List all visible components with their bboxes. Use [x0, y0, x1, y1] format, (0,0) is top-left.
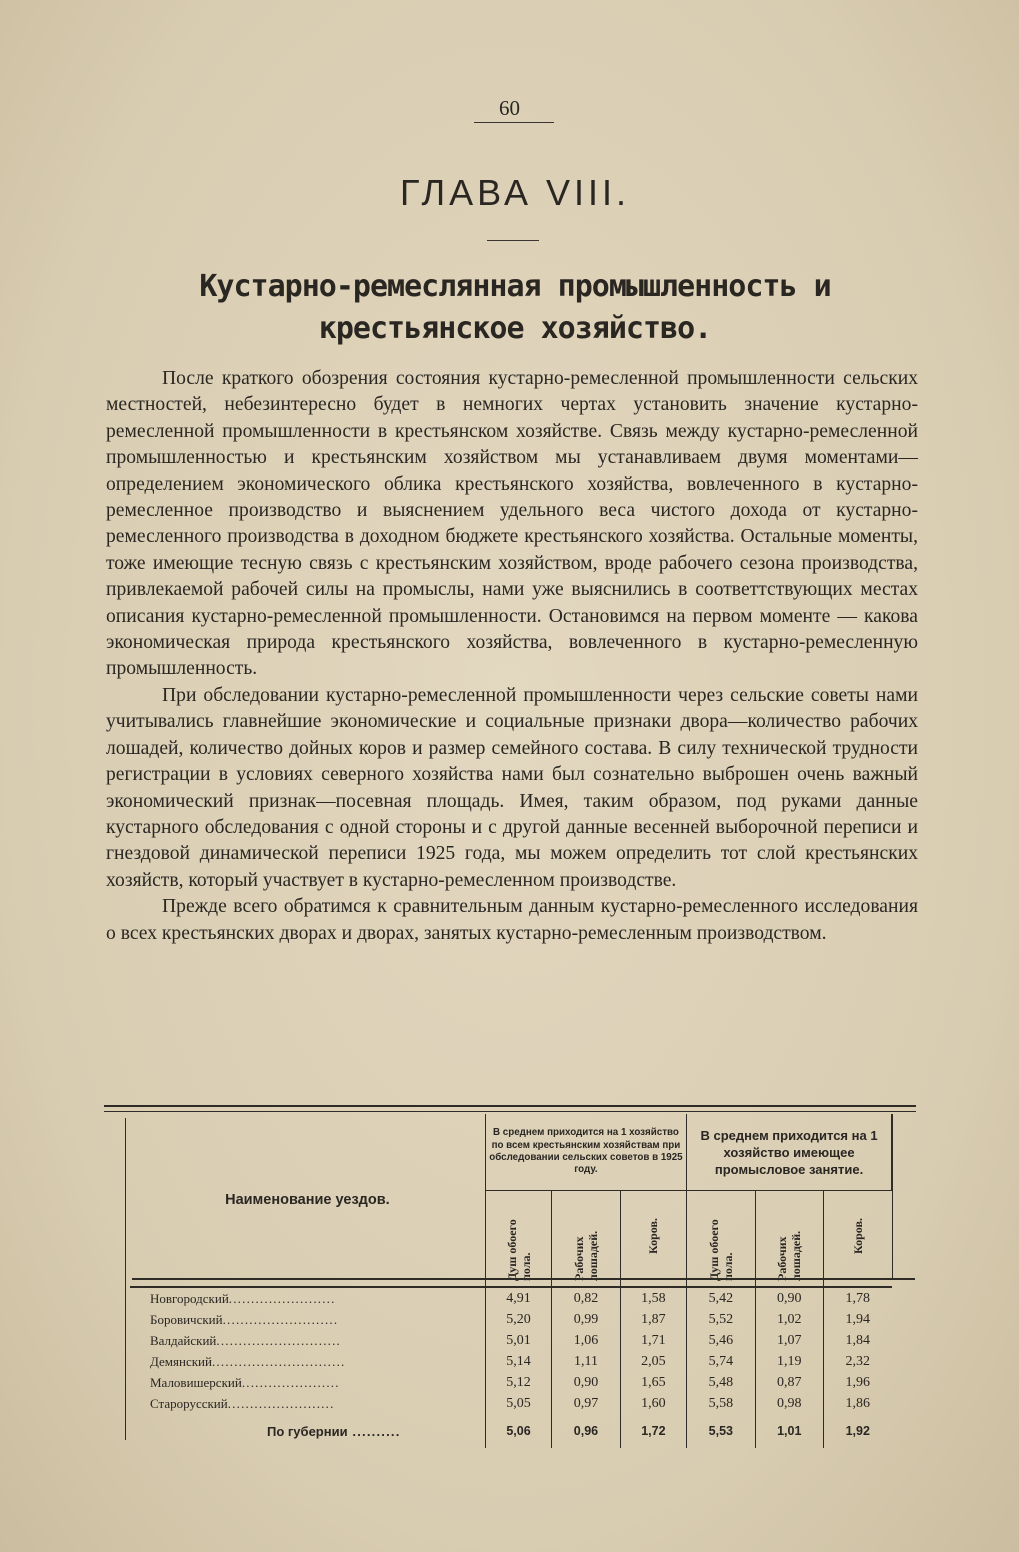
district-label: Маловишерский [150, 1374, 242, 1390]
cell-value: 1,78 [845, 1290, 870, 1306]
statistics-table [130, 1114, 892, 1448]
district-label: Новгородский [150, 1290, 229, 1306]
cell-value: 0,97 [552, 1393, 620, 1414]
cell-value: 5,14 [485, 1351, 551, 1372]
total-name: По губернии [267, 1423, 348, 1439]
cell-value: 4,91 [485, 1287, 551, 1309]
cell-value: 5,12 [485, 1372, 551, 1393]
page-number-rule [474, 122, 554, 123]
table-header-rule [132, 1278, 915, 1280]
cell-value: 2,05 [620, 1351, 686, 1372]
chapter-heading: ГЛАВА VIII. [400, 172, 630, 213]
cell-value: 1,60 [620, 1393, 686, 1414]
cell-value: 5,05 [485, 1393, 551, 1414]
subheader-persons: Душ обоего пола. [485, 1191, 551, 1288]
cell-value: 2,32 [845, 1353, 870, 1369]
table-top-rule-thin [104, 1111, 916, 1112]
subheader-cows: Коров. [620, 1191, 686, 1288]
district-label: Боровичский [150, 1311, 223, 1327]
cell-value: 5,58 [687, 1393, 755, 1414]
chapter-title: Кустарно-ремеслянная промышленность и крестьянское хозяйство. [199, 269, 831, 346]
cell-value: 0,98 [755, 1393, 823, 1414]
table-row [130, 1393, 892, 1414]
paragraph: При обследовании кустарно-ремесленной промышленности через сельские советы нами учитывались главнейшие экономические и социальные признаки двора—количество рабочих лошадей, количество дойных коров и размер семейного состава. В силу технической трудности регистрации в условиях северного хозяйства нами был сознательно выброшен очень важный экономический признак—посевная площадь. Имея, таким образом, под руками данные кустарного обследования с одной стороны и с другой данные весенней выборочной переписи и гнездовой динамической переписи 1925 года, мы можем определить тот слой крестьянских хозяйств, который участвует в кустарно-ремесленном производстве. [106, 684, 918, 891]
cell-value: 1,94 [845, 1311, 870, 1327]
cell-value: 1,02 [755, 1309, 823, 1330]
district-name: Демянский.............................. [130, 1351, 485, 1372]
group-header-all-households: В среднем приходится на 1 хозяйство по всем крестьянским хозяйствам при обследовании сельских советов в 1925 году. [485, 1114, 686, 1191]
table-row [130, 1330, 892, 1351]
table-right-rule [892, 1114, 893, 1280]
district-name: Боровичский.......................... [130, 1309, 485, 1330]
district-name: Маловишерский...................... [130, 1372, 485, 1393]
cell-value: 5,46 [687, 1330, 755, 1351]
cell-value: 0,90 [755, 1287, 823, 1309]
total-value: 0,96 [552, 1414, 620, 1448]
cell-value: 1,84 [845, 1332, 870, 1348]
district-name: Старорусский........................ [130, 1393, 485, 1414]
cell-value: 0,82 [552, 1287, 620, 1309]
table-row [130, 1372, 892, 1393]
cell-value: 5,52 [687, 1309, 755, 1330]
cell-value: 1,19 [755, 1351, 823, 1372]
cell-value: 5,01 [485, 1330, 551, 1351]
group-header-craft-households: В среднем приходится на 1 хозяйство имеющее промысловое занятие. [687, 1114, 892, 1191]
total-label: По губернии .......... [130, 1414, 485, 1448]
chapter-rule [487, 240, 539, 241]
page-number: 60 [499, 96, 520, 120]
cell-value: 5,20 [485, 1309, 551, 1330]
district-name: Валдайский............................ [130, 1330, 485, 1351]
total-row [130, 1414, 892, 1448]
cell-value: 1,11 [552, 1351, 620, 1372]
subheader-horses: Рабочих лошадей. [552, 1191, 620, 1288]
district-label: Старорусский [150, 1395, 228, 1411]
total-value: 1,01 [755, 1414, 823, 1448]
table-row [130, 1351, 892, 1372]
paragraph: Прежде всего обратимся к сравнительным данным кустарно-ремесленного исследования о всех крестьянских дворах и дворах, занятых кустарно-ремесленным производством. [106, 896, 918, 944]
cell-value: 1,87 [620, 1309, 686, 1330]
subheader-horses: Рабочих лошадей. [755, 1191, 823, 1288]
cell-value: 1,06 [552, 1330, 620, 1351]
cell-value: 1,71 [620, 1330, 686, 1351]
subheader-cows: Коров. [824, 1191, 892, 1288]
district-label: Демянский [150, 1353, 212, 1369]
name-column-header: Наименование уездов. [130, 1114, 485, 1287]
cell-value: 1,86 [845, 1395, 870, 1411]
table-row [130, 1309, 892, 1330]
total-value: 1,72 [620, 1414, 686, 1448]
cell-value: 1,58 [620, 1287, 686, 1309]
table-left-rule [125, 1118, 126, 1440]
total-value: 5,06 [485, 1414, 551, 1448]
paragraph: После краткого обозрения состояния кустарно-ремесленной промышленности сельских местностей, небезинтересно будет в немногих чертах установить значение кустарно-ремесленной промышленности в крестьянском хозяйстве. Связь между кустарно-ремесленной промышленностью и крестьянским хозяйством мы устанавливаем двумя моментами—определением экономического облика крестьянского хозяйства, вовлеченного в кустарно-ремесленное производство и выяснением удельного веса чистого дохода от кустарно-ремесленного производства в доходном бюджете крестьянского хозяйства. Остальные моменты, тоже имеющие тесную связь с крестьянским хозяйством, вроде рабочего сезона производства, привлекаемой рабочей силы на промыслы, нами уже выяснились в соответтствующих местах описания кустарно-ремесленной промышленности. Остановимся на первом моменте — какова экономическая природа крестьянского хозяйства, вовлеченного в кустарно-ремесленную промышленность. [106, 368, 918, 680]
cell-value: 5,42 [687, 1287, 755, 1309]
cell-value: 5,48 [687, 1372, 755, 1393]
district-name: Новгородский........................ [130, 1287, 485, 1309]
cell-value: 1,07 [755, 1330, 823, 1351]
total-value: 5,53 [687, 1414, 755, 1448]
district-label: Валдайский [150, 1332, 217, 1348]
cell-value: 0,90 [552, 1372, 620, 1393]
cell-value: 1,96 [845, 1374, 870, 1390]
cell-value: 1,65 [620, 1372, 686, 1393]
body-text [106, 366, 918, 947]
table-top-rule [104, 1105, 916, 1107]
cell-value: 0,87 [755, 1372, 823, 1393]
total-value: 1,92 [845, 1424, 870, 1438]
cell-value: 5,74 [687, 1351, 755, 1372]
table-row [130, 1287, 892, 1309]
subheader-persons: Душ обоего пола. [687, 1191, 755, 1288]
cell-value: 0,99 [552, 1309, 620, 1330]
